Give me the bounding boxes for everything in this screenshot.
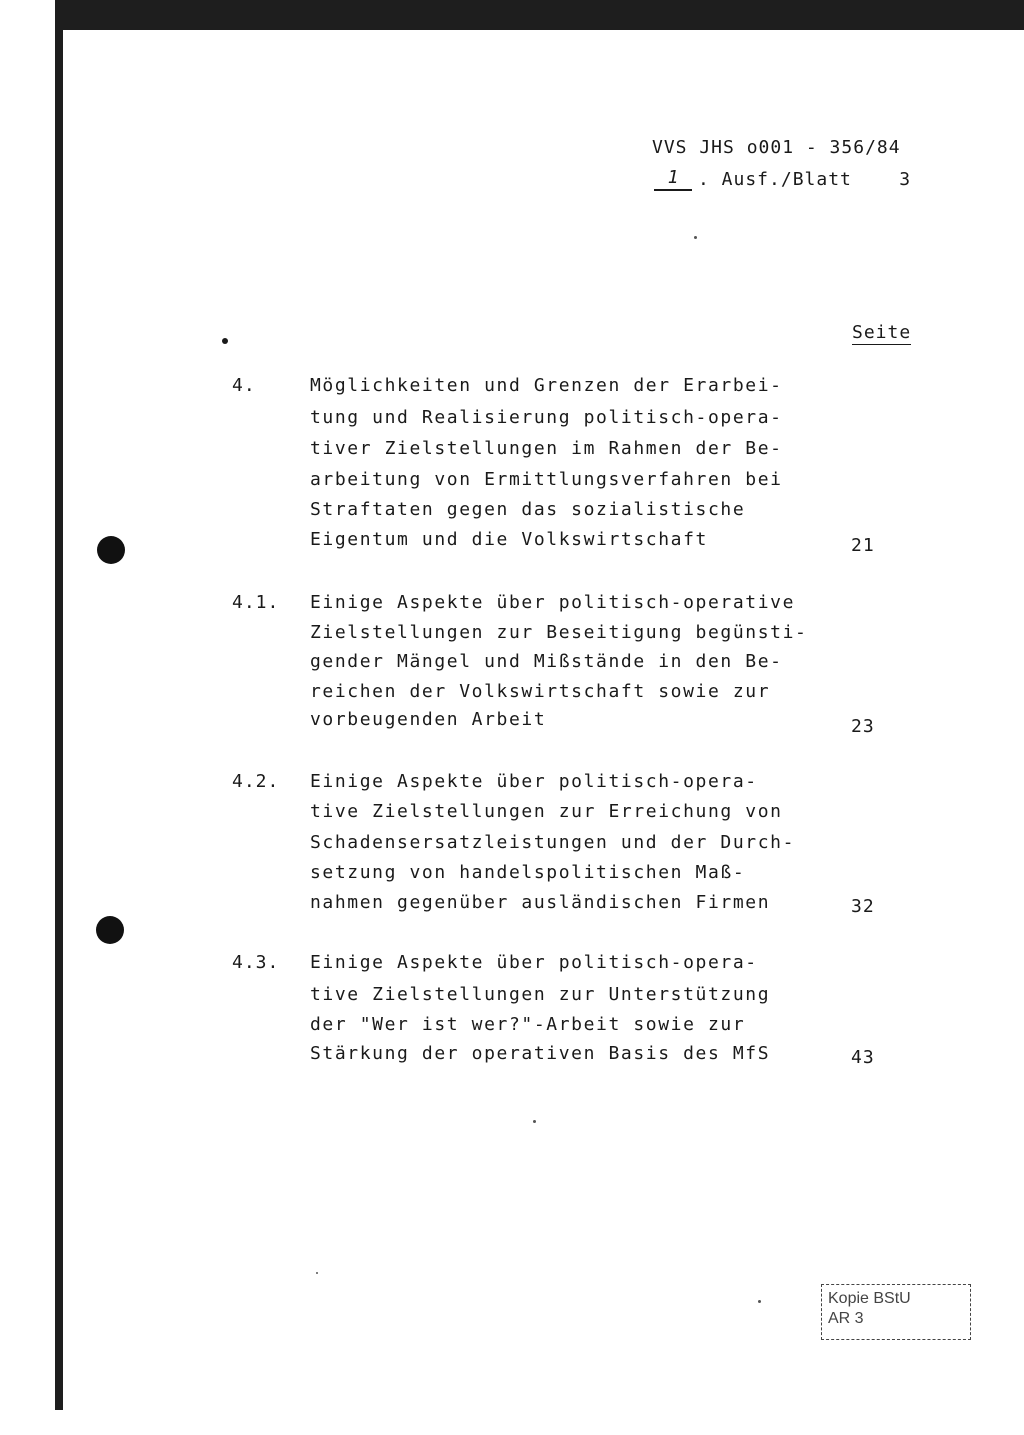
entry-text-line: der "Wer ist wer?"-Arbeit sowie zur xyxy=(310,1014,746,1035)
scan-speck xyxy=(316,1272,318,1274)
entry-number: 4.3. xyxy=(232,952,280,973)
entry-text-line: tung und Realisierung politisch-opera- xyxy=(310,407,783,428)
page-column-header: Seite xyxy=(852,322,912,343)
entry-text-line: Einige Aspekte über politisch-operative xyxy=(310,592,796,613)
bullet-mark xyxy=(222,338,228,344)
scan-speck xyxy=(533,1120,536,1123)
archive-stamp xyxy=(821,1284,971,1340)
stamp-line: AR 3 xyxy=(828,1310,864,1327)
entry-text-line: tive Zielstellungen zur Unterstützung xyxy=(310,984,771,1005)
entry-text-line: Eigentum und die Volkswirtschaft xyxy=(310,529,708,550)
entry-page-number: 32 xyxy=(851,896,875,917)
entry-text-line: vorbeugenden Arbeit xyxy=(310,709,547,730)
entry-text-line: Einige Aspekte über politisch-opera- xyxy=(310,952,758,973)
entry-text-line: reichen der Volkswirtschaft sowie zur xyxy=(310,681,771,702)
punch-hole xyxy=(96,916,124,944)
scan-speck xyxy=(694,236,697,239)
entry-number: 4.1. xyxy=(232,592,280,613)
scan-top-edge xyxy=(55,0,1024,30)
entry-text-line: Einige Aspekte über politisch-opera- xyxy=(310,771,758,792)
entry-text-line: arbeitung von Ermittlungsverfahren bei xyxy=(310,469,783,490)
entry-text-line: tiver Zielstellungen im Rahmen der Be- xyxy=(310,438,783,459)
entry-text-line: gender Mängel und Mißstände in den Be- xyxy=(310,651,783,672)
entry-text-line: Stärkung der operativen Basis des MfS xyxy=(310,1043,771,1064)
entry-page-number: 23 xyxy=(851,716,875,737)
entry-number: 4. xyxy=(232,375,256,396)
entry-number: 4.2. xyxy=(232,771,280,792)
entry-text-line: Straftaten gegen das sozialistische xyxy=(310,499,746,520)
entry-text-line: nahmen gegenüber ausländischen Firmen xyxy=(310,892,771,913)
document-reference: VVS JHS o001 - 356/84 xyxy=(652,137,901,158)
entry-text-line: tive Zielstellungen zur Erreichung von xyxy=(310,801,783,822)
stamp-line: Kopie BStU xyxy=(828,1290,911,1307)
copy-number: 1 xyxy=(654,167,692,191)
entry-page-number: 21 xyxy=(851,535,875,556)
entry-text-line: Schadensersatzleistungen und der Durch- xyxy=(310,832,796,853)
entry-text-line: setzung von handelspolitischen Maß- xyxy=(310,862,746,883)
entry-text-line: Möglichkeiten und Grenzen der Erarbei- xyxy=(310,375,783,396)
entry-page-number: 43 xyxy=(851,1047,875,1068)
punch-hole xyxy=(97,536,125,564)
scan-speck xyxy=(758,1300,761,1303)
entry-text-line: Zielstellungen zur Beseitigung begünsti- xyxy=(310,622,808,643)
copy-sheet-label: . Ausf./Blatt 3 xyxy=(698,169,912,190)
scan-left-edge xyxy=(55,0,63,1410)
